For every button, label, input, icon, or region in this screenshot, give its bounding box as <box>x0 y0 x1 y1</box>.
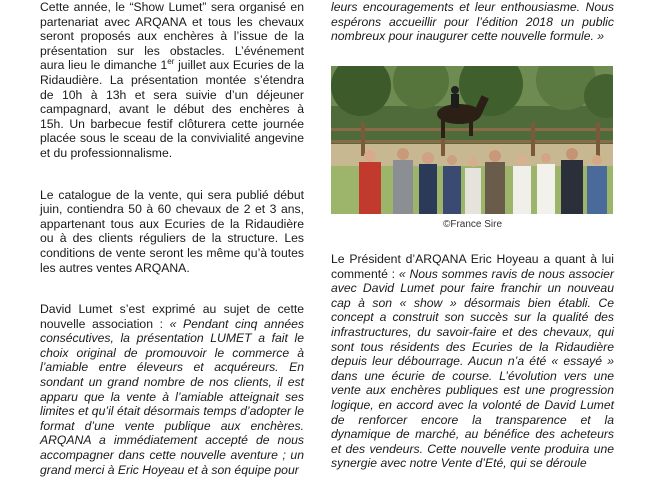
photo-caption: ©France Sire <box>442 219 503 230</box>
paragraph-catalogue: Le catalogue de la vente, qui sera publié début juin, contiendra 50 à 60 chevaux de 2 et 3 ans, appartenant tous aux Ecuries de la Ridaudière ou à des clients réguliers de la structure. Les conditions de vente seront les même qu’à toutes les autres ventes ARQANA. <box>40 187 304 275</box>
show-jumping-photo <box>331 66 613 214</box>
left-column <box>40 0 304 477</box>
right-column-upper <box>331 0 614 44</box>
paragraph-lumet-quote: David Lumet s’est exprimé au sujet de cette nouvelle association : « Pendant cinq années consécutives, la présentation LUMET a fait le choix original de promouvoir le commerce à l’amiable entre éleveurs et acquéreurs. En sondant un grand nombre de nos clients, il est apparu que la vente à l’amiable atteignait ses limites et qu’il était désormais temps d’adopter le format d’une vente publique aux enchères. ARQANA a immédiatement accepté de nous accompagner dans cette nouvelle aventure ; un grand merci à Eric Hoyeau et à son équipe pour <box>40 302 305 477</box>
paragraph-event: Cette année, le “Show Lumet” sera organisé en partenariat avec ARQANA et tous les chevaux seront proposés aux enchères à l’issue de la présentation sur les obstacles. L’événement aura lieu le dimanche 1er juillet aux Ecuries de la Ridaudière. La présentation montée s’étendra de 10h à 13h et sera suivie d’un déjeuner campagnard, avant le début des enchères à 15h. Un barbecue festif clôturera cette journée placée sous le sceau de la convivialité angevine et du professionnalisme. <box>40 0 304 160</box>
paragraph-quote-continued: leurs encouragements et leur enthousiasme. Nous espérons accueillir pour l’édition 2018 un public nombreux pour inaugurer cette nouvelle formule. » <box>331 0 614 44</box>
right-column-lower <box>331 252 614 471</box>
paragraph-hoyeau-quote: Le Président d’ARQANA Eric Hoyeau a quant à lui commenté : « Nous sommes ravis de nous associer avec David Lumet pour faire franchir un nouveau cap à son « show » désormais bien établi. Ce concept a construit son succès sur la qualité des infrastructures, du savoir-faire et des chevaux, qui sont tous résidents des Ecuries de la Ridaudière depuis leur débourrage. Aucun n’a été « essayé » dans une écurie de course. L’évolution vers une vente aux enchères publiques est une progression logique, en accord avec la volonté de David Lumet de renforcer encore la transparence et la dynamique de marché, au bénéfice des acheteurs et des vendeurs. Cette nouvelle vente produira une synergie avec notre Vente d’Eté, qui se déroule <box>331 252 614 471</box>
photo-illustration <box>331 66 613 214</box>
